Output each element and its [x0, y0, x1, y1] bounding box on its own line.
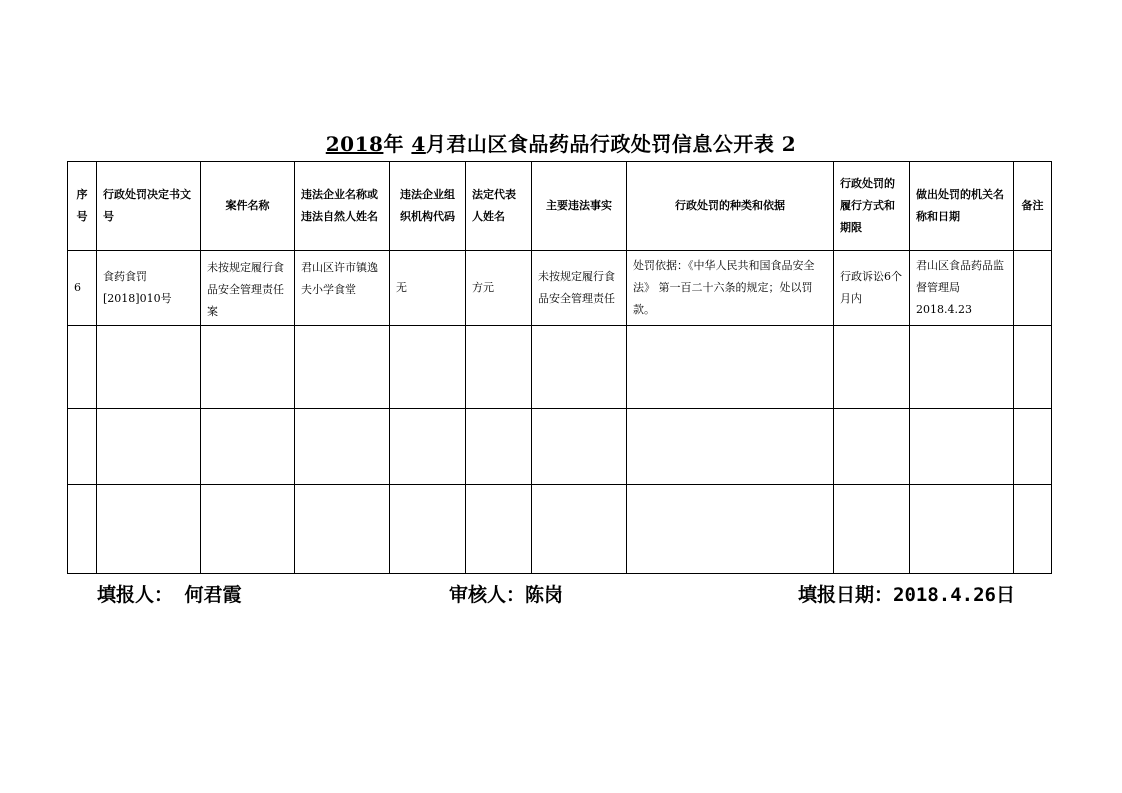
reviewer-signature: 审核人：陈岗 — [449, 584, 564, 606]
empty-cell — [627, 485, 834, 574]
empty-cell — [295, 326, 390, 409]
cell-violator: 君山区许市镇逸夫小学食堂 — [295, 251, 390, 326]
empty-cell — [466, 326, 532, 409]
title-rest: 月君山区食品药品行政处罚信息公开表 2 — [425, 132, 797, 156]
title-year-suffix: 年 — [383, 132, 412, 156]
header-penalty: 行政处罚的种类和依据 — [627, 162, 834, 251]
header-legal-rep: 法定代表人姓名 — [466, 162, 532, 251]
filler-signature: 填报人： 何君霞 — [97, 584, 242, 606]
title-month: 4 — [411, 132, 426, 156]
empty-cell — [201, 485, 295, 574]
empty-cell — [68, 409, 97, 485]
penalty-table — [67, 161, 1052, 574]
empty-cell — [390, 485, 466, 574]
table-header-row — [68, 162, 1052, 251]
header-case-name: 案件名称 — [201, 162, 295, 251]
cell-remark — [1014, 251, 1052, 326]
empty-cell — [295, 485, 390, 574]
empty-cell — [68, 326, 97, 409]
header-doc-no: 行政处罚决定书文号 — [97, 162, 201, 251]
cell-doc-no: 食药食罚[2018]010号 — [97, 251, 201, 326]
empty-cell — [97, 409, 201, 485]
empty-cell — [97, 326, 201, 409]
empty-cell — [1014, 409, 1052, 485]
empty-cell — [627, 326, 834, 409]
page-title — [0, 128, 1122, 157]
empty-cell — [910, 409, 1014, 485]
empty-cell — [910, 485, 1014, 574]
empty-cell — [1014, 326, 1052, 409]
header-facts: 主要违法事实 — [532, 162, 627, 251]
empty-cell — [295, 409, 390, 485]
empty-cell — [834, 326, 910, 409]
empty-cell — [532, 326, 627, 409]
cell-penalty: 处罚依据：《中华人民共和国食品安全法》 第一百二十六条的规定；处以罚款。 — [627, 251, 834, 326]
empty-cell — [390, 409, 466, 485]
table-row — [68, 485, 1052, 574]
empty-cell — [532, 485, 627, 574]
empty-cell — [390, 326, 466, 409]
empty-cell — [201, 409, 295, 485]
empty-cell — [834, 485, 910, 574]
cell-facts: 未按规定履行食品安全管理责任 — [532, 251, 627, 326]
cell-org-code: 无 — [390, 251, 466, 326]
empty-cell — [201, 326, 295, 409]
header-execution: 行政处罚的履行方式和期限 — [834, 162, 910, 251]
empty-cell — [627, 409, 834, 485]
header-org-code: 违法企业组织机构代码 — [390, 162, 466, 251]
fill-date: 填报日期：2018.4.26日 — [798, 584, 1015, 606]
header-violator: 违法企业名称或违法自然人姓名 — [295, 162, 390, 251]
header-remark: 备注 — [1014, 162, 1052, 251]
header-authority: 做出处罚的机关名称和日期 — [910, 162, 1014, 251]
empty-cell — [68, 485, 97, 574]
cell-seq: 6 — [68, 251, 97, 326]
table-row — [68, 409, 1052, 485]
empty-cell — [532, 409, 627, 485]
empty-cell — [1014, 485, 1052, 574]
title-year: 2018 — [325, 132, 384, 156]
cell-execution: 行政诉讼6个月内 — [834, 251, 910, 326]
cell-legal-rep: 方元 — [466, 251, 532, 326]
empty-cell — [97, 485, 201, 574]
empty-cell — [466, 409, 532, 485]
empty-cell — [466, 485, 532, 574]
table-row — [68, 251, 1052, 326]
empty-cell — [834, 409, 910, 485]
empty-cell — [910, 326, 1014, 409]
cell-authority: 君山区食品药品监督管理局 2018.4.23 — [910, 251, 1014, 326]
table-row — [68, 326, 1052, 409]
header-seq: 序号 — [68, 162, 97, 251]
cell-case-name: 未按规定履行食品安全管理责任案 — [201, 251, 295, 326]
